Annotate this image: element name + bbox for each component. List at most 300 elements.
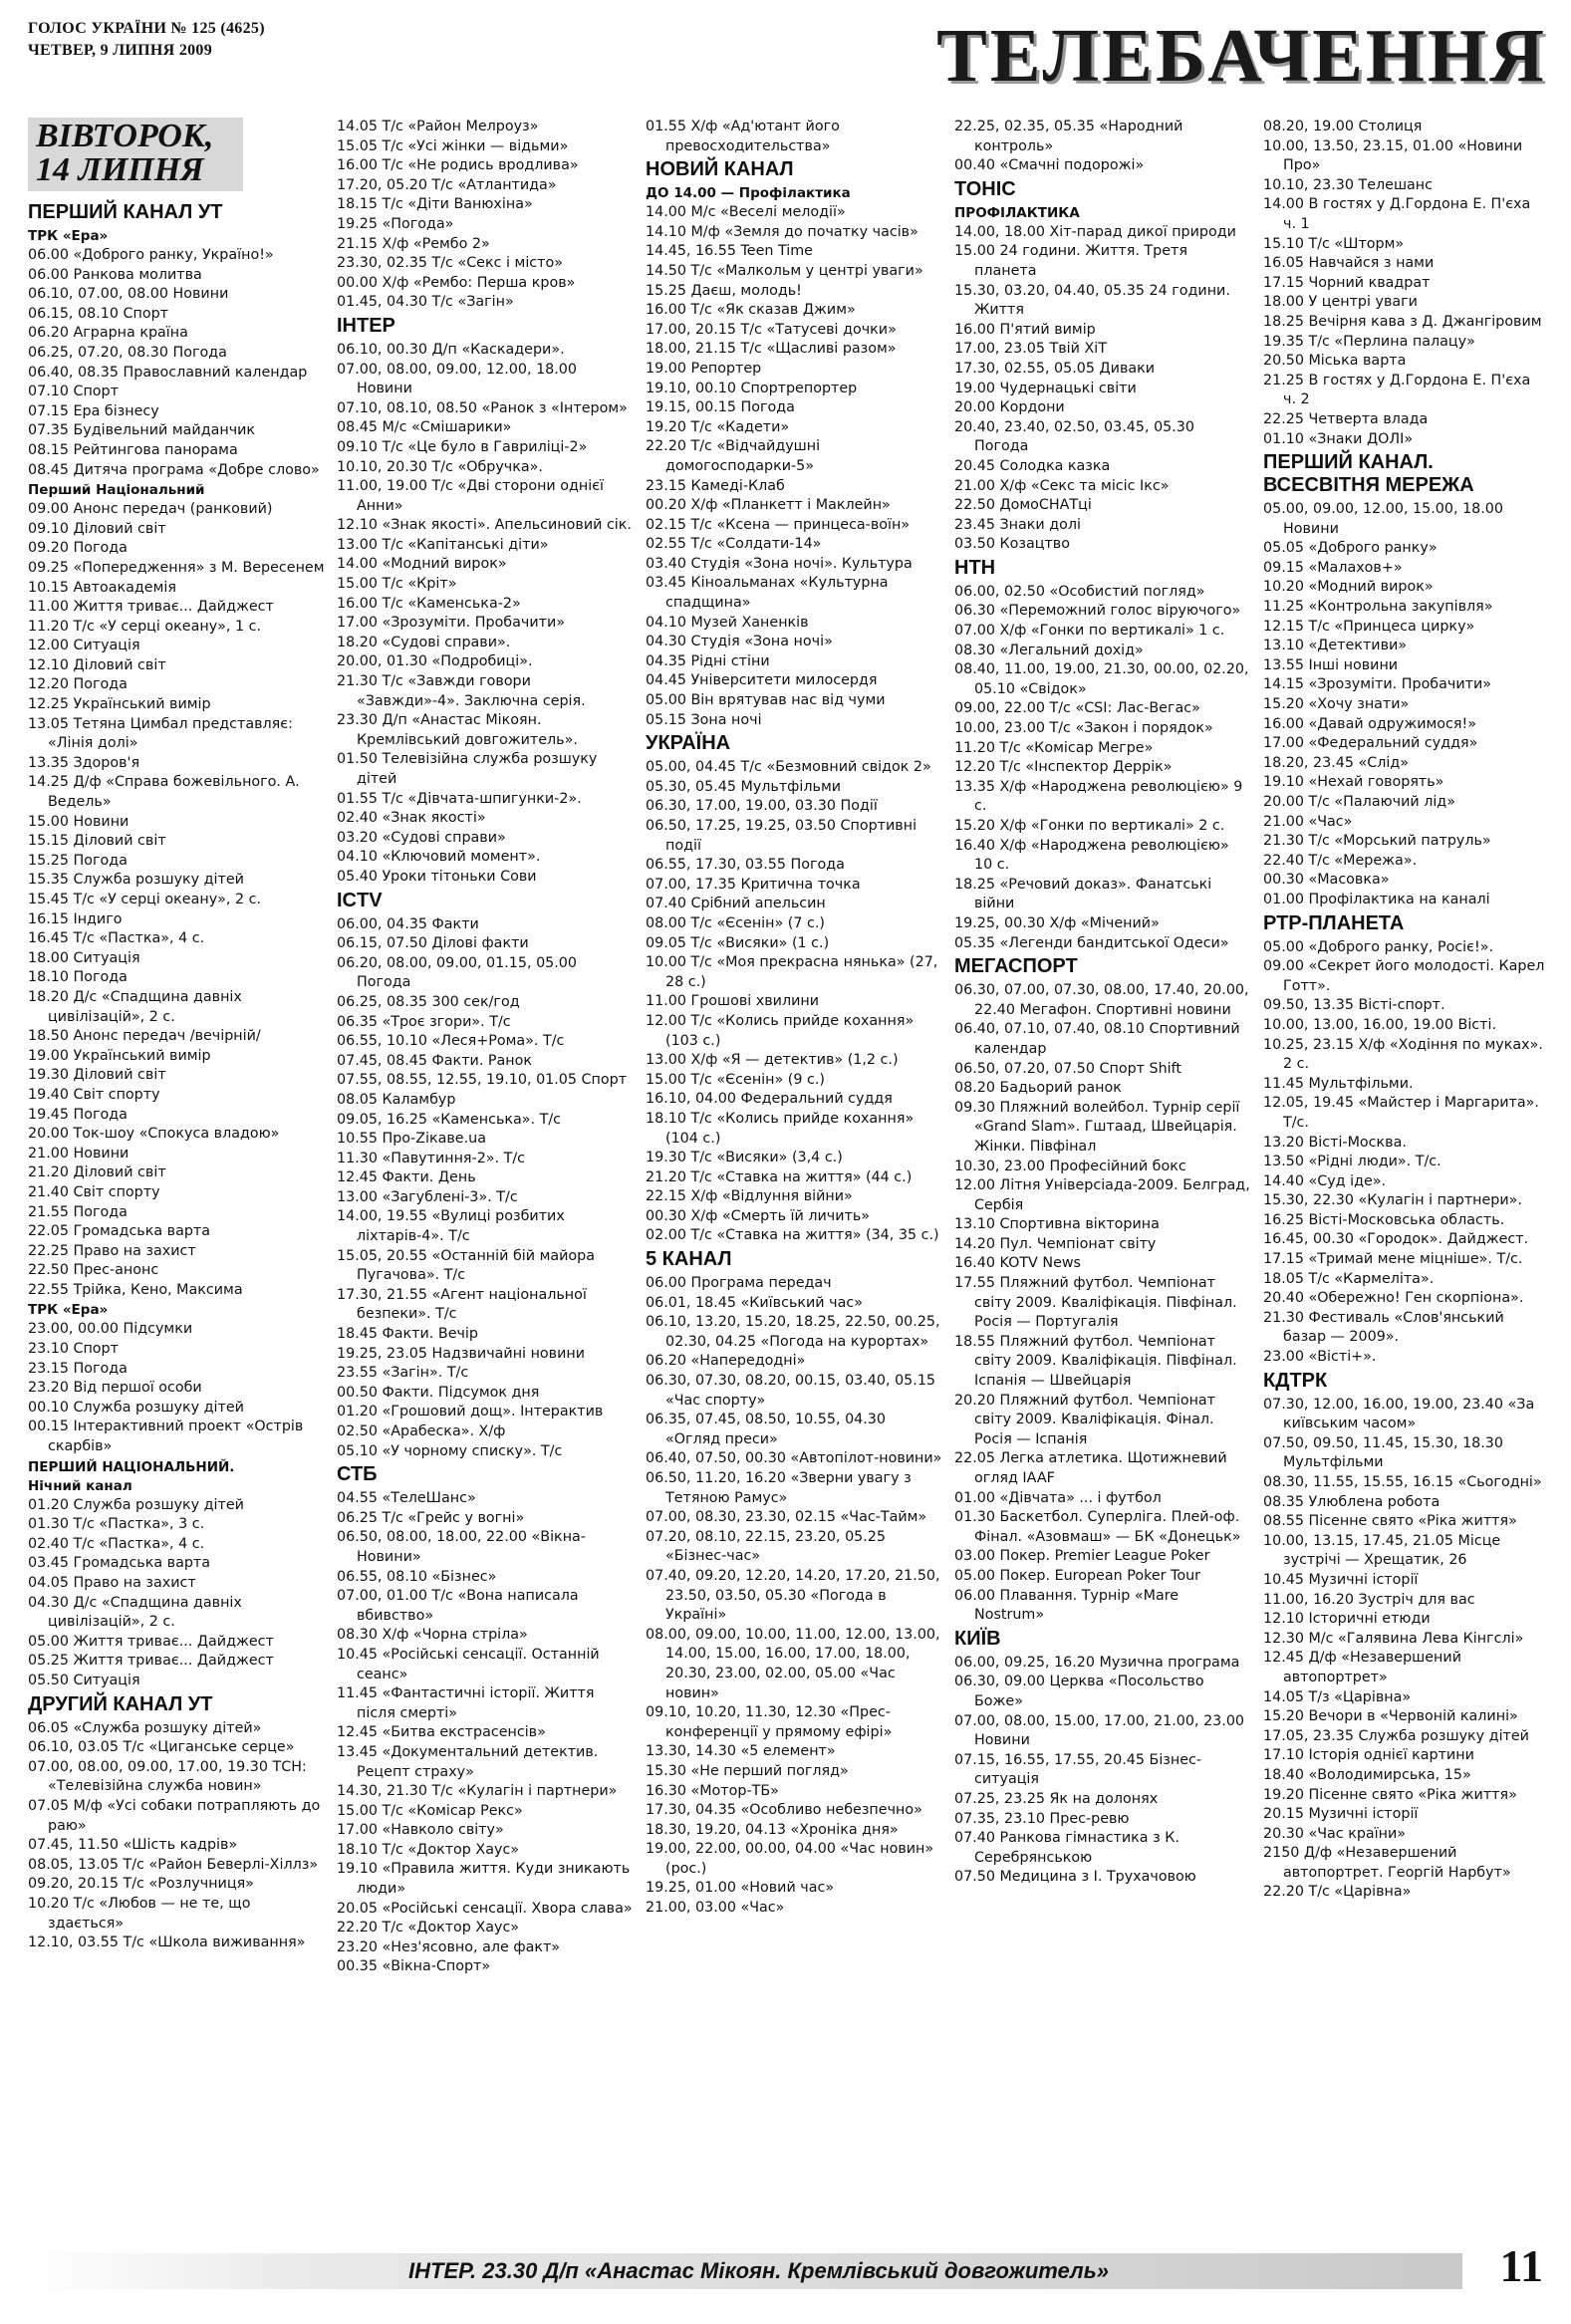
program-listing: 02.50 «Арабеска». Х/ф [337,1423,506,1439]
program-listing: 07.00, 17.35 Критична точка [646,876,861,893]
program-listing: 17.00, 23.05 Твій ХіТ [954,341,1107,358]
program-listing: 05.00, 09.00, 12.00, 15.00, 18.00 Новини [1263,501,1504,537]
program-listing: 18.45 Факти. Вечір [337,1326,478,1343]
program-listing: 09.00 «Секрет його молодості. Карел Готт». [1263,958,1545,994]
program-listing: 02.55 Т/с «Солдати-14» [646,536,822,553]
program-listing: 07.10 Спорт [28,384,119,400]
program-listing: 21.55 Погода [28,1203,128,1220]
program-listing: 12.20 Погода [28,676,128,693]
newspaper-issue: ГОЛОС УКРАЇНИ № 125 (4625) [28,20,265,37]
program-listing: 15.25 Погода [28,852,128,869]
program-listing: 17.30, 21.55 «Агент національної безпеки». Т/с [337,1286,587,1323]
program-listing: 17.55 Пляжний футбол. Чемпіонат світу 2009. Кваліфікація. Півфінал. Росія — Португалія [954,1275,1237,1331]
program-listing: 21.25 В гостях у Д.Гордона Е. П'єха ч. 2 [1263,372,1531,408]
program-listing: 11.45 «Фантастичні історії. Життя після смерті» [337,1685,595,1721]
program-listing: 07.15, 16.55, 17.55, 20.45 Бізнес-ситуація [954,1751,1202,1788]
program-listing: 15.20 Вечори в «Червоній калині» [1263,1708,1518,1725]
program-listing: 20.00 Кордони [954,399,1065,416]
program-listing: 10.20 «Модний вирок» [1263,579,1434,596]
channel-heading: УКРАЇНА [646,732,731,755]
program-listing: 06.25 Т/с «Грейс у вогні» [337,1509,525,1526]
program-listing: 17.30, 04.35 «Особливо небезпечно» [646,1802,922,1819]
program-listing: 10.20 Т/с «Любов — не те, що здається» [28,1895,251,1932]
program-listing: 19.25, 23.05 Надзвичайні новини [337,1345,586,1362]
program-listing: 13.00 Х/ф «Я — детектив» (1,2 с.) [646,1052,899,1069]
program-listing: 19.40 Світ спорту [28,1086,160,1103]
program-listing: 17.00 «Федеральний суддя» [1263,735,1478,752]
program-listing: 22.25 Четверта влада [1263,410,1429,427]
program-listing: 10.25, 23.15 Х/ф «Ходіння по муках». 2 с. [1263,1036,1543,1073]
program-listing: 12.15 Т/с «Принцеса цирку» [1263,618,1475,635]
program-listing: 14.20 Пул. Чемпіонат світу [954,1235,1157,1252]
program-listing: 07.00, 01.00 Т/с «Вона написала вбивство» [337,1588,579,1624]
program-listing: 05.50 Ситуація [28,1672,140,1688]
program-listing: 12.10 Історичні етюди [1263,1611,1431,1628]
program-listing: 16.45 Т/с «Пастка», 4 с. [28,930,205,947]
program-listing: 18.00 У центрі уваги [1263,294,1418,311]
program-listing: 05.00 «Доброго ранку, Росіє!». [1263,938,1494,955]
program-listing: 01.00 «Дівчата» ... і футбол [954,1489,1162,1506]
program-listing: 03.00 Покер. Premier League Poker [954,1548,1210,1565]
program-listing: 01.10 «Знаки ДОЛІ» [1263,430,1414,447]
program-listing: 06.05 «Служба розшуку дітей» [28,1719,262,1736]
program-listing: 15.10 Т/с «Шторм» [1263,235,1405,252]
program-listing: 15.00 Т/с «Єсенін» (9 с.) [646,1071,825,1088]
program-listing: 03.20 «Судові справи» [337,829,506,846]
program-listing: 19.20 Т/с «Кадети» [646,418,790,435]
program-listing: 15.00 Т/с «Кріт» [337,576,457,593]
section-title: ТЕЛЕБАЧЕННЯ [936,14,1547,98]
program-listing: 01.55 Х/ф «Ад'ютант його превосходительства» [646,119,840,154]
column-body [646,118,942,1919]
page-header [28,14,1547,104]
day-weekday: ВІВТОРОК, [36,118,214,154]
program-listing: 06.55, 08.10 «Бізнес» [337,1568,497,1585]
program-listing: 21.15 Х/ф «Рембо 2» [337,235,490,252]
program-listing: 07.00, 08.00, 09.00, 17.00, 19.30 ТСН: «Телевізійна служба новин» [28,1758,307,1795]
program-listing: 21.20 Т/с «Ставка на життя» (44 с.) [646,1168,913,1185]
program-listing: 07.25, 23.25 Як на долонях [954,1790,1159,1807]
program-listing: 07.50 Медицина з І. Трухачовою [954,1869,1196,1886]
program-listing: 15.30, 22.30 «Кулагін і партнери». [1263,1192,1522,1209]
program-listing: 15.00 Т/с «Комісар Рекс» [337,1802,523,1819]
program-listing: 04.30 Д/с «Спадщина давніх цивілізацій», 2 с. [28,1594,242,1631]
program-listing: 07.55, 08.55, 12.55, 19.10, 01.05 Спорт [337,1072,628,1089]
program-listing: 06.00, 09.25, 16.20 Музична програма [954,1654,1240,1671]
program-listing: 11.00, 19.00 Т/с «Дві сторони однієї Анни» [337,478,605,514]
program-listing: 07.15 Ера бізнесу [28,402,159,419]
program-listing: 14.05 Т/з «Царівна» [1263,1688,1412,1705]
program-listing: 23.15 Камеді-Клаб [646,477,785,494]
program-listing: 13.10 Спортивна вікторина [954,1216,1160,1233]
program-listing: 06.20, 08.00, 09.00, 01.15, 05.00 Погода [337,954,578,991]
channel-heading: ПЕРШИЙ КАНАЛ. ВСЕСВІТНЯ МЕРЕЖА [1263,451,1474,497]
program-listing: 05.00 Покер. European Poker Tour [954,1567,1201,1584]
program-listing: 10.15 Автоакадемія [28,579,176,596]
program-listing: 06.00, 02.50 «Особистий погляд» [954,583,1205,600]
program-listing: 07.45, 11.50 «Шість кадрів» [28,1837,238,1854]
program-listing: 14.00 «Модний вирок» [337,556,507,573]
program-listing: 09.10 Т/с «Це було в Гавриліці-2» [337,438,588,455]
program-listing: 18.40 «Володимирська, 15» [1263,1766,1471,1783]
column-body [337,118,634,1977]
program-listing: 09.00 Анонс передач (ранковий) [28,501,273,518]
program-listing: 17.05, 23.35 Служба розшуку дітей [1263,1727,1529,1744]
program-listing: 06.50, 17.25, 19.25, 03.50 Спортивні події [646,818,917,854]
program-listing: 12.45 Д/ф «Незавершений автопортрет» [1263,1650,1461,1685]
program-listing: 20.50 Міська варта [1263,353,1407,370]
program-listing: 06.10, 07.00, 08.00 Новини [28,286,229,303]
program-listing: 08.40, 11.00, 19.00, 21.30, 00.00, 02.20, 05.10 «Свідок» [954,661,1249,697]
program-listing: 10.45 «Російські сенсації. Останній сеанс» [337,1646,600,1682]
channel-heading: ПЕРШИЙ КАНАЛ УТ [28,201,223,223]
program-listing: 13.20 Вісті-Москва. [1263,1134,1407,1151]
program-listing: 14.05 Т/с «Район Мелроуз» [337,119,539,134]
program-listing: 03.50 Козацтво [954,536,1070,553]
channel-subheading: ПРОФІЛАКТИКА [954,204,1080,221]
program-listing: 07.40 Срібний апельсин [646,896,826,912]
program-listing: 16.05 Навчайся з нами [1263,255,1435,272]
program-listing: 06.30, 17.00, 19.00, 03.30 Події [646,798,878,815]
program-listing: 20.05 «Російські сенсації. Хвора слава» [337,1900,633,1917]
program-listing: 15.05, 20.55 «Останній бій майора Пугачова». Т/с [337,1247,595,1284]
program-listing: 08.30 «Легальний дохід» [954,642,1144,658]
program-listing: 06.10, 13.20, 15.20, 18.25, 22.50, 00.25, 02.30, 04.25 «Погода на курортах» [646,1314,940,1350]
program-listing: 17.00 «Навколо світу» [337,1822,504,1839]
program-listing: 22.50 Прес-анонс [28,1262,159,1279]
program-listing: 10.00, 13.15, 17.45, 21.05 Місце зустрічі — Хрещатик, 26 [1263,1532,1501,1569]
program-listing: 16.00 «Давай одружимося!» [1263,715,1476,732]
program-listing: 10.00, 23.00 Т/с «Закон і порядок» [954,720,1213,737]
program-listing: 20.30 «Час країни» [1263,1825,1407,1842]
program-listing: 11.20 Т/с «У серці океану», 1 с. [28,618,262,635]
program-listing: 21.20 Діловий світ [28,1164,166,1181]
channel-subheading: Перший Національний [28,482,205,499]
program-listing: 19.00 Чудернацькі світи [954,380,1137,396]
program-listing: 17.00 «Зрозуміти. Пробачити» [337,615,565,632]
program-listing: 09.25 «Попередження» з М. Вересенем [28,559,325,576]
program-listing: 15.00 24 години. Життя. Третя планета [954,243,1187,279]
program-listing: 18.25 «Речовий доказ». Фанатські війни [954,876,1212,912]
channel-subheading: ПЕРШИЙ НАЦІОНАЛЬНИЙ. [28,1458,235,1475]
program-listing: 15.20 Х/ф «Гонки по вертикалі» 2 с. [954,818,1225,834]
program-listing: 07.10, 08.10, 08.50 «Ранок з «Інтером» [337,399,628,416]
program-listing: 09.05, 16.25 «Каменська». Т/с [337,1111,562,1128]
program-listing: 19.20 Пісенне свято «Ріка життя» [1263,1786,1517,1803]
program-listing: 22.15 Х/ф «Відлуння війни» [646,1188,853,1205]
program-listing: 15.20 «Хочу знати» [1263,696,1410,713]
program-listing: 06.20 «Напередодні» [646,1353,806,1370]
program-listing: 06.30, 07.30, 08.20, 00.15, 03.40, 05.15 «Час спорту» [646,1373,936,1409]
program-listing: 11.00 Грошові хвилини [646,993,820,1010]
program-listing: 08.45 М/с «Смішарики» [337,419,512,436]
program-listing: 06.55, 17.30, 03.55 Погода [646,857,845,874]
program-listing: 09.10 Діловий світ [28,520,166,537]
program-listing: 01.20 «Грошовий дощ». Інтерактив [337,1404,604,1420]
program-listing: 2150 Д/ф «Незавершений автопортрет. Георгій Нарбут» [1263,1845,1511,1881]
program-listing: 16.00 Т/с «Каменська-2» [337,595,521,612]
program-listing: 19.45 Погода [28,1106,128,1123]
program-listing: 12.30 М/с «Галявина Лева Кінгслі» [1263,1630,1524,1647]
program-listing: 01.30 Т/с «Пастка», 3 с. [28,1516,205,1533]
program-listing: 14.00 В гостях у Д.Гордона Е. П'єха ч. 1 [1263,196,1531,232]
program-listing: 06.50, 11.20, 16.20 «Зверни увагу з Тетяною Рамус» [646,1470,912,1506]
program-listing: 06.30, 07.00, 07.30, 08.00, 17.40, 20.00, 22.40 Мегафон. Спортивні новини [954,982,1249,1018]
program-listing: 05.25 Життя триває... Дайджест [28,1653,274,1670]
program-listing: 01.30 Баскетбол. Суперліга. Плей-оф. Фінал. «Азовмаш» — БК «Донецьк» [954,1509,1241,1545]
program-listing: 12.05, 19.45 «Майстер і Маргарита». Т/с. [1263,1095,1539,1131]
program-listing: 11.30 «Павутиння-2». Т/с [337,1150,526,1166]
program-listing: 22.25 Право на захист [28,1242,196,1259]
program-listing: 18.50 Анонс передач /вечірній/ [28,1028,261,1045]
program-listing: 14.00 М/с «Веселі мелодії» [646,204,846,221]
channel-heading: ІНТЕР [337,314,395,337]
program-listing: 20.15 Музичні історії [1263,1806,1419,1823]
program-listing: 06.20 Аграрна країна [28,325,188,342]
program-listing: 07.00 Х/ф «Гонки по вертикалі» 1 с. [954,623,1225,640]
program-listing: 15.30, 03.20, 04.40, 05.35 24 години. Життя [954,282,1230,319]
program-listing: 04.30 Студія «Зона ночі» [646,634,833,650]
program-listing: 21.40 Світ спорту [28,1183,160,1200]
issue-date: ЧЕТВЕР, 9 ЛИПНЯ 2009 [28,42,213,59]
program-listing: 18.05 Т/с «Кармеліта». [1263,1270,1435,1287]
program-listing: 16.40 Х/ф «Народжена революцією» 10 с. [954,837,1229,874]
program-listing: 09.10, 10.20, 11.30, 12.30 «Прес-конференції у прямому ефірі» [646,1704,893,1740]
program-listing: 23.30, 02.35 Т/с «Секс і місто» [337,255,563,272]
program-listing: 17.30, 02.55, 05.05 Диваки [954,360,1156,377]
program-listing: 06.10, 03.05 Т/с «Циганське серце» [28,1739,295,1756]
program-listing: 21.00, 03.00 «Час» [646,1900,785,1917]
program-listing: 19.25 «Погода» [337,215,454,232]
footer-highlight: ІНТЕР. 23.30 Д/п «Анастас Мікоян. Кремлівський довгожитель» [408,2258,1110,2283]
listing-column-4 [954,118,1251,2239]
program-listing: 06.15, 08.10 Спорт [28,305,168,322]
program-listing: 22.05 Легка атлетика. Щотижневий огляд IAAF [954,1450,1227,1486]
channel-heading: ДРУГИЙ КАНАЛ УТ [28,1692,213,1715]
program-listing: 00.30 Х/ф «Смерть їй личить» [646,1207,871,1224]
program-listing: 13.05 Тетяна Цимбал представляє: «Лінія долі» [28,715,293,752]
program-listing: 18.00 Ситуація [28,949,140,966]
program-listing: 16.40 KOTV News [954,1255,1082,1272]
program-listing: 00.35 «Вікна-Спорт» [337,1958,491,1975]
program-listing: 15.25 Даєш, молодь! [646,282,802,299]
program-listing: 07.45, 08.45 Факти. Ранок [337,1052,533,1069]
program-listing: 23.20 Від першої особи [28,1380,202,1397]
program-listing: 01.50 Телевізійна служба розшуку дітей [337,751,598,787]
program-listing: 04.10 «Ключовий момент». [337,849,541,866]
program-listing: 23.20 «Нез'ясовно, але факт» [337,1938,561,1955]
program-listing: 18.30, 19.20, 04.13 «Хроніка дня» [646,1821,899,1838]
channel-heading: НОВИЙ КАНАЛ [646,158,794,181]
channel-heading: ТОНІС [954,177,1016,200]
program-listing: 22.05 Громадська варта [28,1223,211,1240]
program-listing: 07.40, 09.20, 12.20, 14.20, 17.20, 21.50, 23.50, 03.50, 05.30 «Погода в Україні» [646,1567,940,1624]
program-listing: 14.50 Т/с «Малкольм у центрі уваги» [646,262,923,279]
program-listing: 20.40 «Обережно! Ген скорпіона». [1263,1290,1524,1307]
program-listing: 23.15 Погода [28,1360,128,1377]
program-listing: 01.55 Т/с «Дівчата-шпигунки-2». [337,790,582,807]
program-listing: 06.00 Програма передач [646,1275,832,1292]
program-listing: 11.45 Мультфільми. [1263,1075,1414,1092]
program-listing: 04.45 Університети милосердя [646,672,878,689]
program-listing: 13.55 Інші новини [1263,656,1399,673]
program-listing: 12.00 Літня Універсіада-2009. Белград, Сербія [954,1177,1250,1213]
program-listing: 19.30 Т/с «Висяки» (3,4 с.) [646,1150,843,1166]
program-listing: 19.00 Репортер [646,360,762,377]
program-listing: 08.00 Т/с «Єсенін» (7 с.) [646,914,825,931]
channel-heading: НТН [954,556,996,579]
program-listing: 19.35 Т/с «Перлина палацу» [1263,333,1475,350]
tv-listings [28,118,1547,2239]
program-listing: 03.45 Кіноальманах «Культурна спадщина» [646,575,889,612]
program-listing: 08.20 Бадьорий ранок [954,1080,1122,1097]
program-listing: 07.35 Будівельний майданчик [28,422,256,439]
program-listing: 16.10, 04.00 Федеральний суддя [646,1091,893,1108]
program-listing: 09.15 «Малахов+» [1263,559,1403,576]
program-listing: 12.10, 03.55 Т/с «Школа виживання» [28,1935,306,1951]
program-listing: 10.10, 20.30 Т/с «Обручка». [337,458,543,475]
program-listing: 23.00, 00.00 Підсумки [28,1321,193,1338]
program-listing: 07.50, 09.50, 11.45, 15.30, 18.30 Мультфільми [1263,1434,1504,1471]
program-listing: 23.00 «Вісті+». [1263,1349,1377,1366]
program-listing: 20.45 Солодка казка [954,457,1111,474]
program-listing: 05.40 Уроки тітоньки Сови [337,868,537,885]
program-listing: 15.05 Т/с «Усі жінки — відьми» [337,137,569,154]
program-listing: 08.00, 09.00, 10.00, 11.00, 12.00, 13.00, 14.00, 15.00, 16.00, 17.00, 18.00, 20.30, 23.00, 02.00, 05.00 «Час новин» [646,1626,940,1701]
program-listing: 13.00 «Загублені-3». Т/с [337,1188,518,1205]
program-listing: 11.00 Життя триває... Дайджест [28,599,274,616]
program-listing: 00.50 Факти. Підсумок дня [337,1384,540,1401]
program-listing: 17.00, 20.15 Т/с «Татусеві дочки» [646,321,897,338]
masthead-meta [28,18,265,62]
program-listing: 07.40 Ранкова гімнастика з К. Серебрянською [954,1830,1179,1866]
program-listing: 20.40, 23.40, 02.50, 03.45, 05.30 Погода [954,418,1195,455]
program-listing: 12.45 Факти. День [337,1169,476,1186]
program-listing: 21.00 Х/ф «Секс та місіс Ікс» [954,477,1170,494]
program-listing: 14.00, 18.00 Хіт-парад дикої природи [954,223,1236,240]
program-listing: 19.10 «Правила життя. Куди зникають люди» [337,1861,631,1898]
program-listing: 19.25, 00.30 Х/ф «Мічений» [954,914,1160,931]
program-listing: 18.20 «Судові справи». [337,634,511,650]
program-listing: 21.00 «Час» [1263,813,1353,830]
program-listing: 05.30, 05.45 Мультфільми [646,778,842,795]
program-listing: 06.00, 04.35 Факти [337,915,479,932]
program-listing: 01.00 Профілактика на каналі [1263,891,1490,907]
channel-subheading: ДО 14.00 — Профілактика [646,185,851,202]
listing-column-5 [1263,118,1547,2239]
program-listing: 06.00 Ранкова молитва [28,266,202,283]
program-listing: 16.00 П'ятий вимір [954,321,1096,338]
program-listing: 05.35 «Легенди бандитської Одеси» [954,934,1229,951]
program-listing: 20.00, 01.30 «Подробиці». [337,653,533,670]
program-listing: 21.30 Т/с «Морський патруль» [1263,833,1491,850]
listing-column-2 [337,118,634,2239]
program-listing: 11.00, 16.20 Зустріч для вас [1263,1591,1475,1608]
program-listing: 17.15 Чорний квадрат [1263,274,1431,291]
program-listing: 05.05 «Доброго ранку» [1263,540,1438,557]
program-listing: 06.40, 07.10, 07.40, 08.10 Спортивний календар [954,1021,1240,1057]
program-listing: 19.10, 00.10 Спортрепортер [646,380,858,396]
program-listing: 06.55, 10.10 «Леся+Рома». Т/с [337,1033,565,1050]
program-listing: 03.40 Студія «Зона ночі». Культура [646,555,913,572]
program-listing: 06.00 Плавання. Турнір «Mare Nostrum» [954,1587,1179,1624]
program-listing: 19.10 «Нехай говорять» [1263,774,1444,791]
program-listing: 05.10 «У чорному списку». Т/с [337,1442,563,1459]
program-listing: 14.00, 19.55 «Вулиці розбитих ліхтарів-4». Т/с [337,1208,565,1245]
channel-subheading: ТРК «Ера» [28,228,109,244]
program-listing: 13.35 Х/ф «Народжена революцією» 9 с. [954,778,1243,815]
program-listing: 21.00 Новини [28,1145,130,1162]
channel-heading: КДТРК [1263,1369,1328,1392]
program-listing: 19.00, 22.00, 00.00, 04.00 «Час новин» (рос.) [646,1841,934,1877]
program-listing: 06.15, 07.50 Ділові факти [337,935,529,952]
day-date: 14 ЛИПНЯ [36,151,204,188]
program-listing: 05.15 Зона ночі [646,711,762,728]
program-listing: 09.20, 20.15 Т/с «Розлучниця» [28,1876,254,1893]
program-listing: 01.45, 04.30 Т/с «Загін» [337,294,514,311]
program-listing: 12.00 Т/с «Колись прийде кохання» (103 с.) [646,1012,915,1049]
program-listing: 15.45 Т/с «У серці океану», 2 с. [28,892,262,907]
program-listing: 12.10 Діловий світ [28,656,166,673]
program-listing: 18.25 Вечірня кава з Д. Джангіровим [1263,313,1542,330]
channel-heading: КИЇВ [954,1627,1001,1650]
program-listing: 08.15 Рейтингова панорама [28,441,238,458]
program-listing: 13.50 «Рідні люди». Т/с. [1263,1154,1441,1170]
channel-subheading: ТРК «Ера» [28,1302,109,1319]
program-listing: 16.45, 00.30 «Городок». Дайджест. [1263,1231,1529,1248]
program-listing: 13.35 Здоров'я [28,754,140,771]
program-listing: 16.25 Вісті-Московська область. [1263,1211,1505,1228]
program-listing: 18.20 Д/с «Спадщина давніх цивілізацій», 2 с. [28,988,242,1025]
column-body [1263,118,1547,1903]
program-listing: 16.15 Індиго [28,910,123,927]
program-listing: 14.25 Д/ф «Справа божевільного. А. Ведель» [28,774,300,811]
program-listing: 13.45 «Документальний детектив. Рецепт страху» [337,1743,599,1780]
program-listing: 09.00, 22.00 Т/с «CSI: Лас-Вегас» [954,700,1200,717]
program-listing: 02.40 «Знак якості» [337,810,486,827]
program-listing: 19.00 Український вимір [28,1047,211,1064]
listing-column-1 [28,118,325,2239]
program-listing: 15.35 Служба розшуку дітей [28,872,244,889]
program-listing: 06.30, 09.00 Церква «Посольство Боже» [954,1674,1204,1709]
program-listing: 08.45 Дитяча програма «Добре слово» [28,461,320,478]
listing-column-3 [646,118,942,2239]
channel-heading: СТБ [337,1463,378,1486]
program-listing: 21.30 Т/с «Завжди говори «Завжди»-4». Заключна серія. [337,673,586,709]
program-listing: 08.55 Пісенне свято «Ріка життя» [1263,1513,1517,1530]
program-listing: 12.10 «Знак якості». Апельсиновий сік. [337,517,632,534]
channel-subheading: Нічний канал [28,1477,132,1494]
program-listing: 11.20 Т/с «Комісар Мегре» [954,739,1154,756]
program-listing: 14.30, 21.30 Т/с «Кулагін і партнери» [337,1783,618,1800]
program-listing: 08.05, 13.05 Т/с «Район Беверлі-Хіллз» [28,1856,319,1873]
program-listing: 19.25, 01.00 «Новий час» [646,1880,835,1897]
program-listing: 22.25, 02.35, 05.35 «Народний контроль» [954,119,1183,154]
program-listing: 05.00, 04.45 Т/с «Безмовний свідок 2» [646,759,931,776]
program-listing: 07.05 М/ф «Усі собаки потрапляють до раю» [28,1797,321,1834]
program-listing: 04.35 Рідні стіни [646,652,770,669]
program-listing: 23.10 Спорт [28,1341,119,1358]
program-listing: 23.45 Знаки долі [954,516,1081,533]
program-listing: 18.10 Т/с «Колись прийде кохання» (104 с.) [646,1110,915,1147]
program-listing: 18.20, 23.45 «Слід» [1263,754,1409,771]
program-listing: 08.20, 19.00 Столиця [1263,119,1423,134]
program-listing: 18.10 Погода [28,969,128,986]
program-listing: 04.10 Музей Ханенків [646,614,809,631]
program-listing: 22.20 Т/с «Доктор Хаус» [337,1920,520,1937]
program-listing: 10.00, 13.00, 16.00, 19.00 Вісті. [1263,1016,1497,1033]
column-body [954,118,1251,1888]
